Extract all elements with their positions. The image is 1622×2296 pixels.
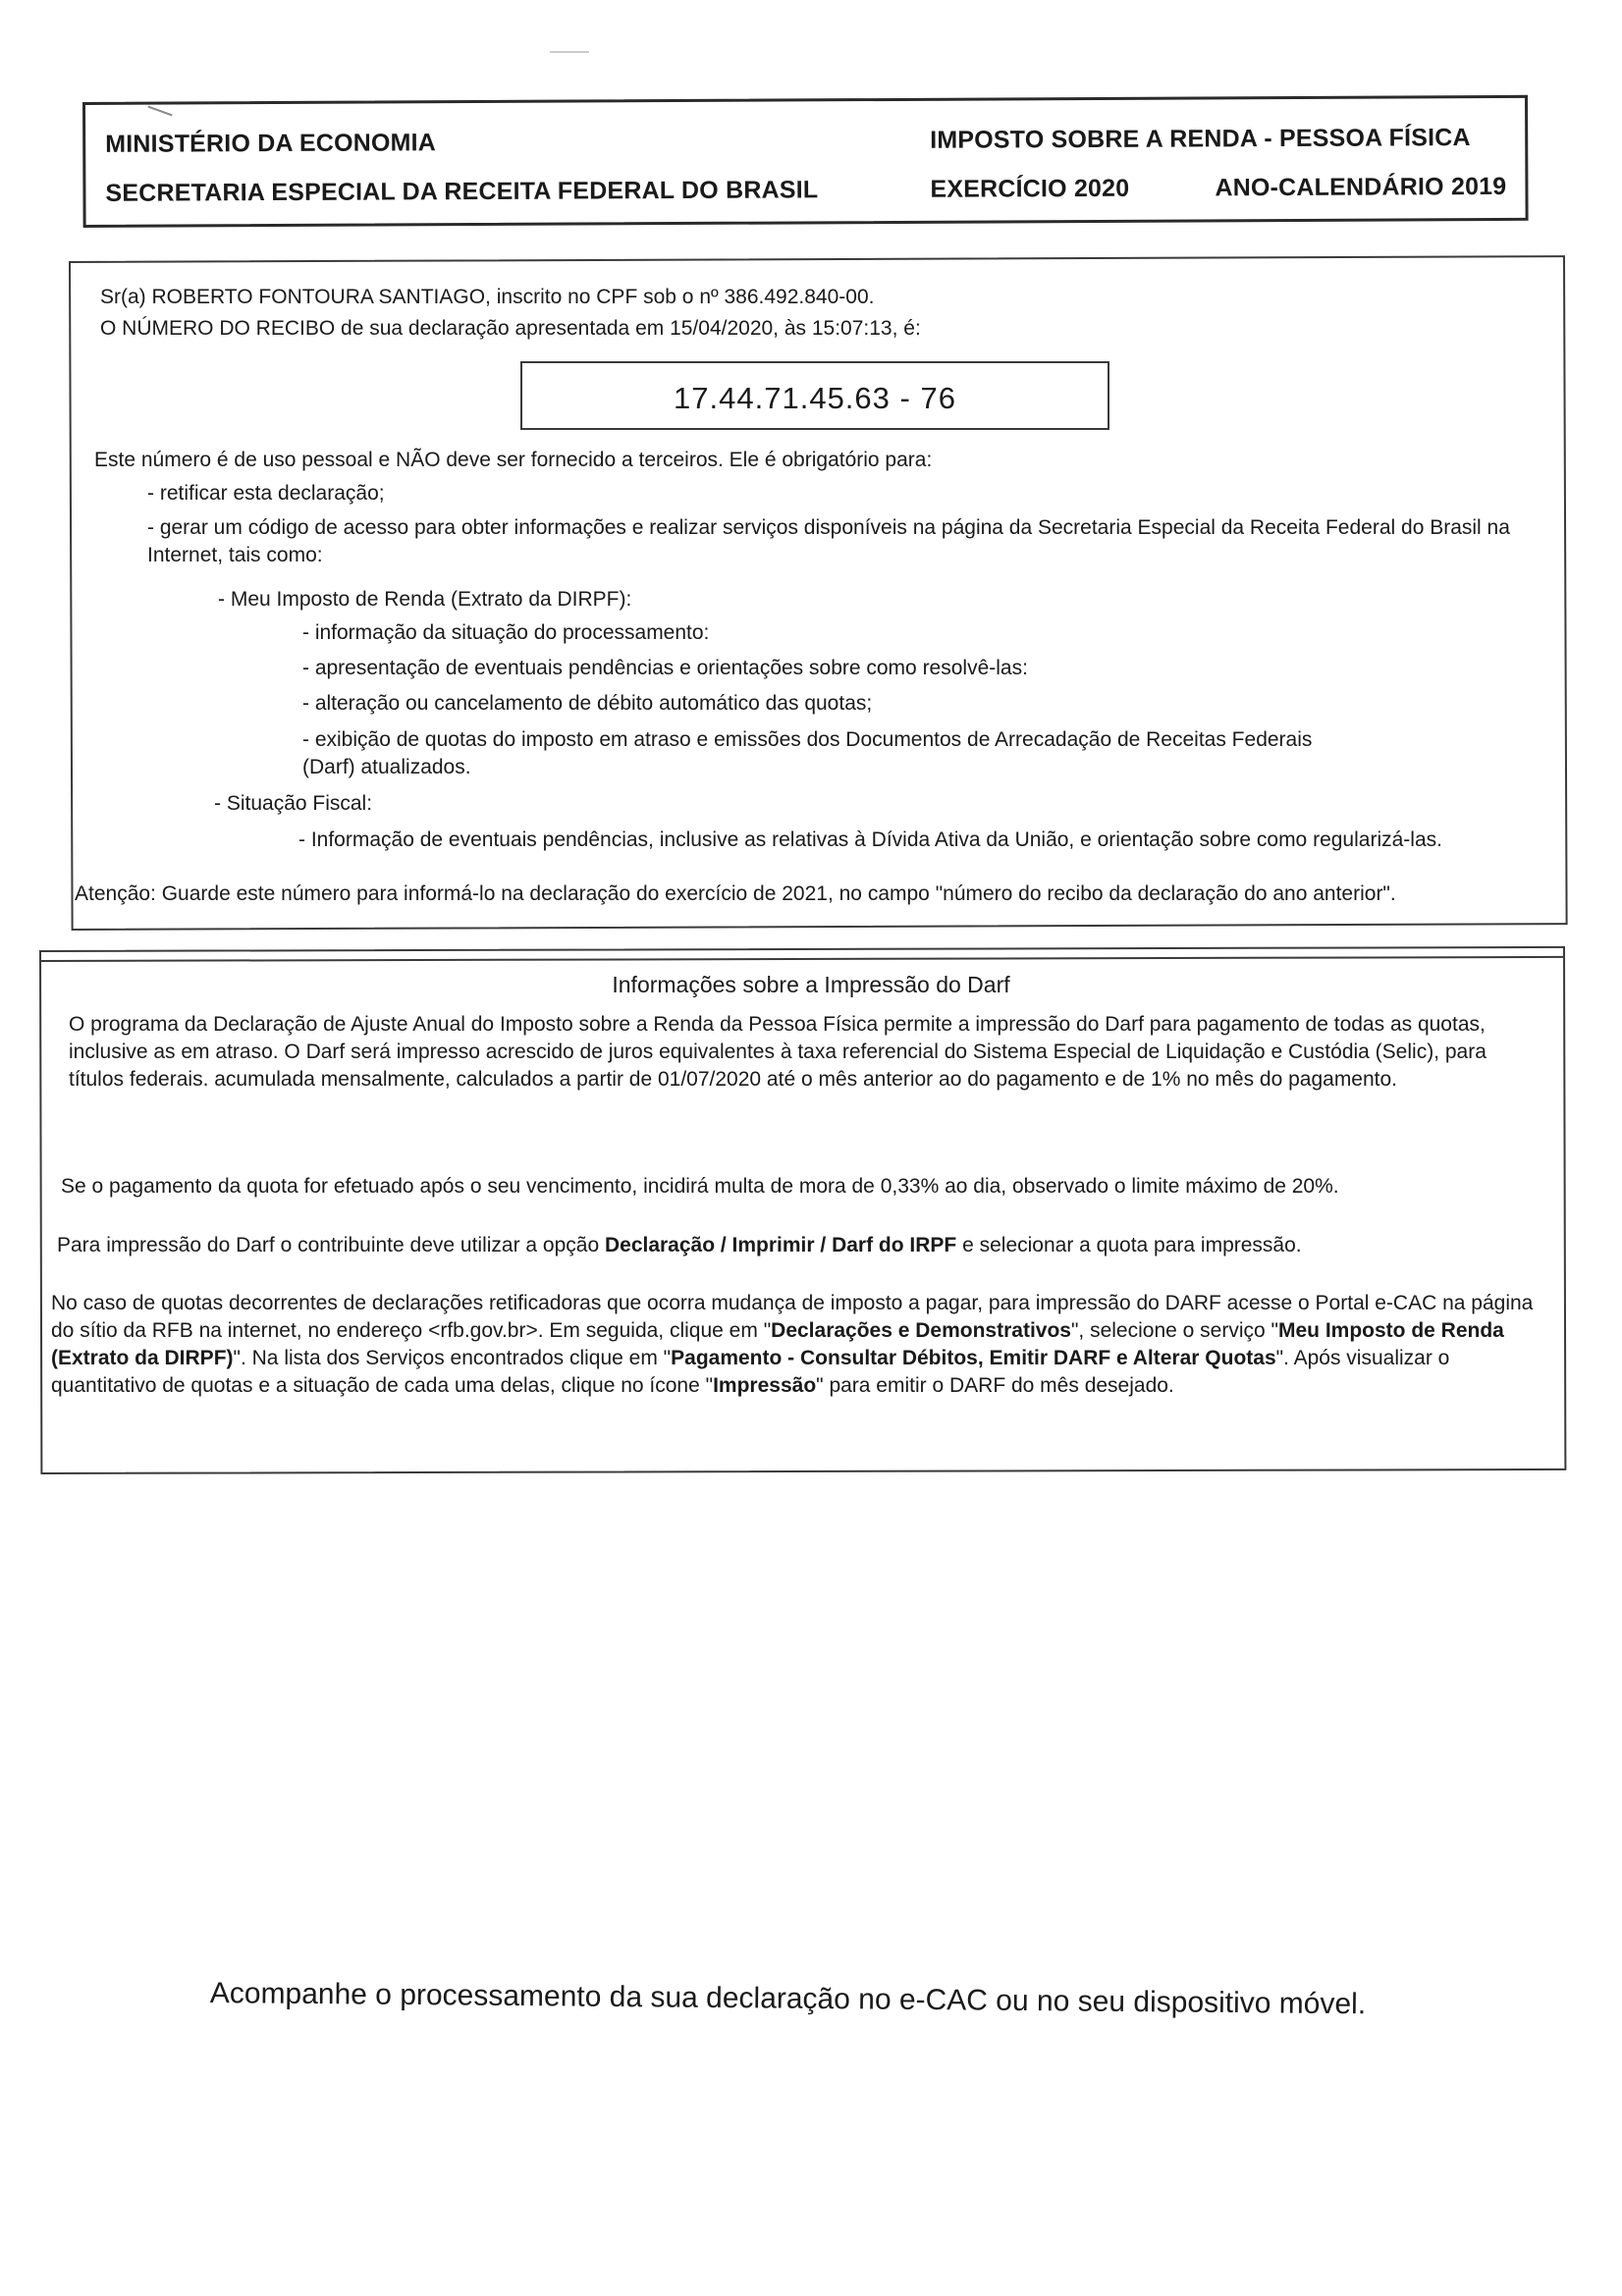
- text-run: ". Na lista dos Serviços encontrados clique em ": [233, 1347, 672, 1369]
- list-item: - Situação Fiscal:: [214, 792, 373, 815]
- divider: [41, 956, 1563, 962]
- text-run: No caso de quotas decorrentes de declarações retificadoras que ocorra mudança de imposto a pagar, para impressão do DARF acesse o Portal e-CAC na página do sítio da RFB na internet, no endereço <rfb.gov.br>. Em seguida, clique em ": [51, 1292, 1534, 1342]
- list-item: - apresentação de eventuais pendências e orientações sobre como resolvê-las:: [302, 657, 1028, 679]
- footer-note: Acompanhe o processamento da sua declaração no e-CAC ou no seu dispositivo móvel.: [209, 1977, 1367, 2021]
- ministry-title: MINISTÉRIO DA ECONOMIA: [105, 129, 437, 158]
- list-item: - alteração ou cancelamento de débito automático das quotas;: [302, 692, 873, 715]
- list-item: - informação da situação do processamento:: [302, 621, 710, 644]
- tax-title: IMPOSTO SOBRE A RENDA - PESSOA FÍSICA: [930, 124, 1471, 154]
- calendar-year: ANO-CALENDÁRIO 2019: [1215, 172, 1507, 202]
- text-run: Para impressão do Darf o contribuinte deve utilizar a opção: [57, 1234, 605, 1256]
- darf-section-title: Informações sobre a Impressão do Darf: [612, 972, 1010, 997]
- secretariat-title: SECRETARIA ESPECIAL DA RECEITA FEDERAL DO BRASIL: [105, 176, 819, 207]
- service-name: Pagamento - Consultar Débitos, Emitir DARF e Alterar Quotas: [671, 1347, 1276, 1369]
- icon-name: Impressão: [713, 1374, 817, 1397]
- list-item: - Informação de eventuais pendências, inclusive as relativas à Dívida Ativa da União, e orientação sobre como regularizá-las.: [298, 828, 1442, 851]
- darf-paragraph-3: [57, 1233, 1302, 1258]
- scan-artifact: [550, 51, 589, 53]
- text-run: ", selecione o serviço ": [1070, 1319, 1278, 1342]
- list-item: - Meu Imposto de Renda (Extrato da DIRPF):: [218, 588, 632, 611]
- darf-paragraph-2: Se o pagamento da quota for efetuado após o seu vencimento, incidirá multa de mora de 0,33% ao dia, observado o limite máximo de 20%.: [61, 1175, 1339, 1198]
- taxpayer-line: Sr(a) ROBERTO FONTOURA SANTIAGO, inscrito no CPF sob o nº 386.492.840-00.: [100, 286, 875, 308]
- text-run: ". Após visualizar o quantitativo de quotas e a situação de cada uma delas, clique no ícone ": [51, 1347, 1450, 1397]
- attention-note: Atenção: Guarde este número para informá-lo na declaração do exercício de 2021, no campo "número do recibo da declaração do ano anterior".: [75, 882, 1396, 905]
- menu-path: Declaração / Imprimir / Darf do IRPF: [604, 1234, 957, 1256]
- text-run: e selecionar a quota para impressão.: [956, 1234, 1302, 1256]
- header-box: [82, 95, 1529, 228]
- usage-intro: Este número é de uso pessoal e NÃO deve ser fornecido a terceiros. Ele é obrigatório para:: [94, 449, 933, 471]
- list-item: - exibição de quotas do imposto em atraso e emissões dos Documentos de Arrecadação de Receitas Federais (Darf) atualizados.: [302, 728, 1313, 778]
- receipt-intro: O NÚMERO DO RECIBO de sua declaração apresentada em 15/04/2020, às 15:07:13, é:: [100, 317, 921, 340]
- receipt-number-box: [520, 361, 1109, 430]
- exercise-year: EXERCÍCIO 2020: [930, 174, 1130, 203]
- service-name: Declarações e Demonstrativos: [771, 1319, 1071, 1342]
- darf-paragraph-4: [51, 1290, 1553, 1400]
- darf-paragraph-1: O programa da Declaração de Ajuste Anual do Imposto sobre a Renda da Pessoa Física permite a impressão do Darf para pagamento de todas as quotas, inclusive as em atraso. O Darf será impresso acrescido de juros equivalentes à taxa referencial do Sistema Especial de Liquidação e Custódia (Selic), para títulos federais. acumulada mensalmente, calculados a partir de 01/07/2020 até o mês anterior ao do pagamento e de 1% no mês do pagamento.: [69, 1013, 1487, 1091]
- receipt-number: 17.44.71.45.63 - 76: [674, 381, 956, 415]
- text-run: " para emitir o DARF do mês desejado.: [816, 1374, 1174, 1397]
- list-item: - retificar esta declaração;: [147, 482, 385, 505]
- service-name: Meu Imposto de Renda (Extrato da DIRPF): [51, 1319, 1504, 1369]
- list-item: - gerar um código de acesso para obter informações e realizar serviços disponíveis na página da Secretaria Especial da Receita Federal do Brasil na Internet, tais como:: [147, 516, 1510, 566]
